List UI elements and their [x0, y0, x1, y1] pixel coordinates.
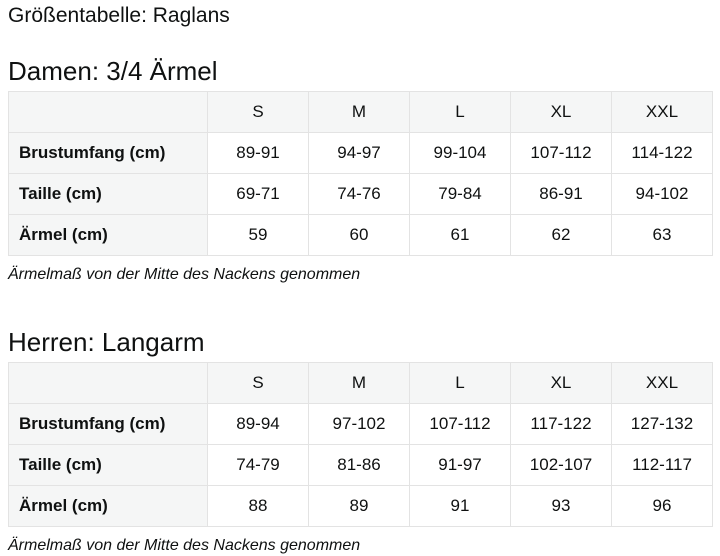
cell-value: 107-112	[511, 133, 612, 174]
cell-value: 86-91	[511, 174, 612, 215]
page-title: Größentabelle: Raglans	[8, 4, 230, 27]
cell-value: 74-76	[309, 174, 410, 215]
cell-value: 93	[511, 485, 612, 526]
cell-value: 94-102	[612, 174, 713, 215]
cell-value: 102-107	[511, 444, 612, 485]
table-row-brustumfang	[9, 133, 713, 174]
cell-value: 117-122	[511, 403, 612, 444]
cell-value: 107-112	[410, 403, 511, 444]
cell-value: 99-104	[410, 133, 511, 174]
cell-value: 96	[612, 485, 713, 526]
section-damen	[8, 55, 712, 285]
table-note-damen: Ärmelmaß von der Mitte des Nackens genommen	[8, 266, 361, 284]
cell-value: 69-71	[208, 174, 309, 215]
header-cell-empty	[9, 362, 208, 403]
cell-value: 81-86	[309, 444, 410, 485]
cell-value: 94-97	[309, 133, 410, 174]
cell-value: 112-117	[612, 444, 713, 485]
header-cell-size-xxl: XXL	[612, 92, 713, 133]
cell-value: 89	[309, 485, 410, 526]
cell-value: 89-91	[208, 133, 309, 174]
section-heading-damen: Damen: 3/4 Ärmel	[8, 56, 218, 87]
cell-value: 91	[410, 485, 511, 526]
cell-value: 79-84	[410, 174, 511, 215]
cell-value: 61	[410, 215, 511, 256]
header-cell-size-xxl: XXL	[612, 362, 713, 403]
cell-value: 127-132	[612, 403, 713, 444]
cell-value: 74-79	[208, 444, 309, 485]
header-cell-size-xl: XL	[511, 92, 612, 133]
section-herren	[8, 326, 712, 556]
table-row-brustumfang	[9, 403, 713, 444]
header-cell-size-s: S	[208, 92, 309, 133]
row-label-aermel: Ärmel (cm)	[9, 215, 208, 256]
row-label-brustumfang: Brustumfang (cm)	[9, 133, 208, 174]
header-cell-size-s: S	[208, 362, 309, 403]
cell-value: 60	[309, 215, 410, 256]
cell-value: 88	[208, 485, 309, 526]
table-row-taille	[9, 174, 713, 215]
row-label-aermel: Ärmel (cm)	[9, 485, 208, 526]
cell-value: 63	[612, 215, 713, 256]
header-cell-size-xl: XL	[511, 362, 612, 403]
header-cell-empty	[9, 92, 208, 133]
cell-value: 114-122	[612, 133, 713, 174]
table-row-taille	[9, 444, 713, 485]
cell-value: 97-102	[309, 403, 410, 444]
table-note-herren: Ärmelmaß von der Mitte des Nackens genommen	[8, 536, 361, 554]
size-table-damen	[8, 91, 713, 256]
row-label-taille: Taille (cm)	[9, 444, 208, 485]
table-row-aermel	[9, 215, 713, 256]
cell-value: 89-94	[208, 403, 309, 444]
size-table-herren	[8, 362, 713, 527]
row-label-taille: Taille (cm)	[9, 174, 208, 215]
cell-value: 91-97	[410, 444, 511, 485]
cell-value: 59	[208, 215, 309, 256]
header-cell-size-m: M	[309, 92, 410, 133]
table-header-row	[9, 92, 713, 133]
row-label-brustumfang: Brustumfang (cm)	[9, 403, 208, 444]
table-row-aermel	[9, 485, 713, 526]
section-heading-herren: Herren: Langarm	[8, 326, 205, 357]
header-cell-size-m: M	[309, 362, 410, 403]
header-cell-size-l: L	[410, 362, 511, 403]
table-header-row	[9, 362, 713, 403]
cell-value: 62	[511, 215, 612, 256]
header-cell-size-l: L	[410, 92, 511, 133]
